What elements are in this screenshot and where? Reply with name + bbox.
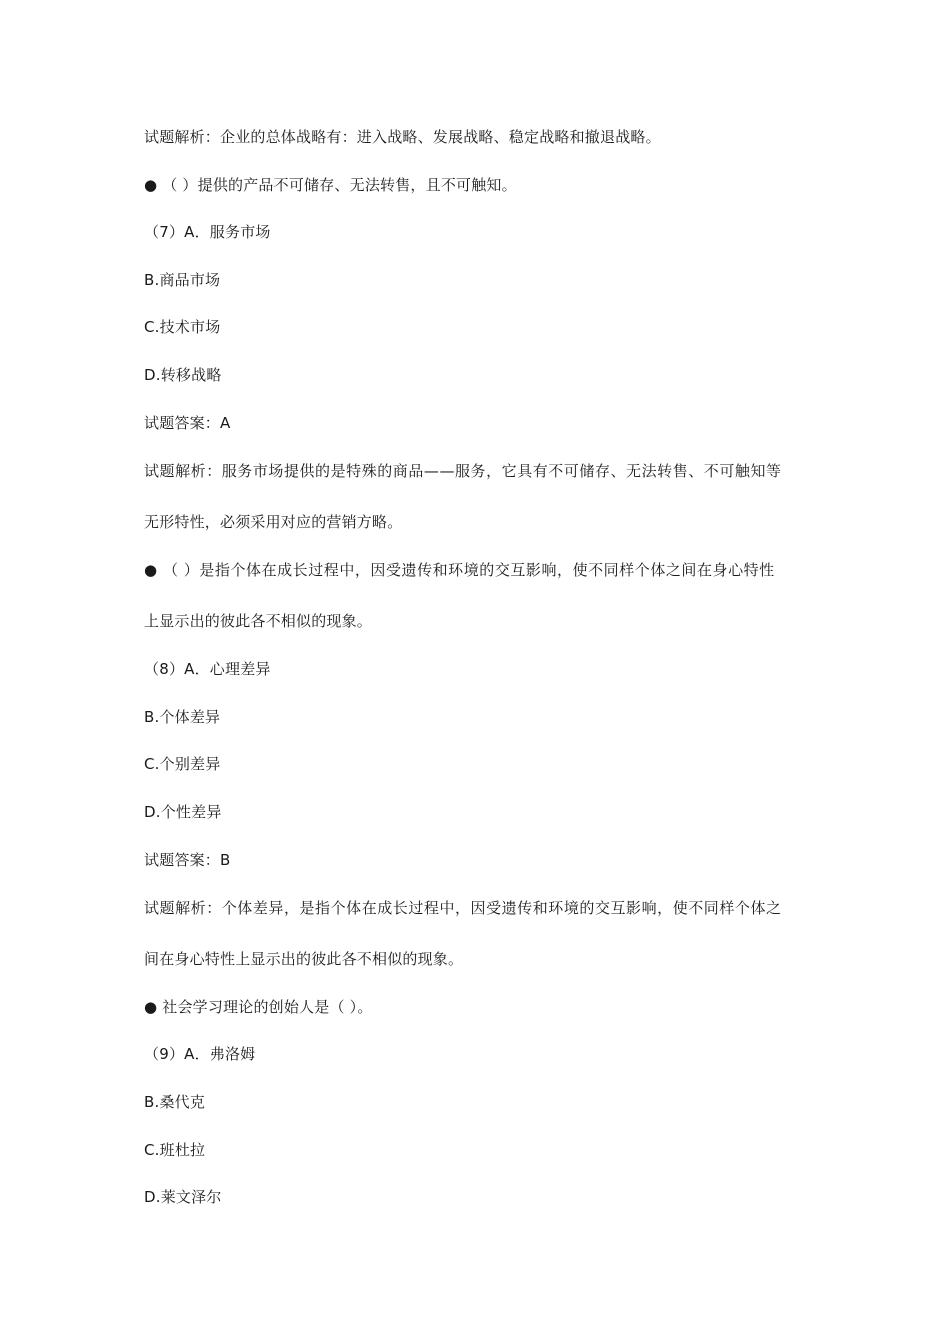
- q7-option-a: （7）A．服务市场: [144, 223, 271, 241]
- q7-analysis-text-line-1: 试题解析：服务市场提供的是特殊的商品——服务，它具有不可储存、无法转售、不可触知等: [144, 462, 782, 480]
- q8-option-c: C.个别差异: [144, 755, 221, 773]
- q9-option-c: C.班杜拉: [144, 1141, 206, 1159]
- q8-question-text-line-2: 上显示出的彼此各不相似的现象。: [144, 612, 373, 630]
- q8-option-a: （8）A．心理差异: [144, 660, 271, 678]
- q8-analysis-text-line-1: 试题解析：个体差异，是指个体在成长过程中，因受遗传和环境的交互影响，使不同样个体之: [144, 899, 782, 917]
- q8-option-b: B.个体差异: [144, 708, 221, 726]
- q8-option-d: D.个性差异: [144, 803, 222, 821]
- q9-option-b: B.桑代克: [144, 1093, 206, 1111]
- q7-option-d: D.转移战略: [144, 366, 222, 384]
- q7-analysis-text-line-2: 无形特性，必须采用对应的营销方略。: [144, 513, 403, 531]
- q9-option-a: （9）A．弗洛姆: [144, 1045, 256, 1063]
- q9-option-d: D.莱文泽尔: [144, 1188, 222, 1206]
- q7-answer-text: 试题答案：A: [144, 414, 231, 432]
- q8-question-text-line-1: ● （ ）是指个体在成长过程中，因受遗传和环境的交互影响，使不同样个体之间在身心特性: [144, 561, 775, 579]
- q8-analysis-text-line-2: 间在身心特性上显示出的彼此各不相似的现象。: [144, 950, 464, 968]
- q7-option-b: B.商品市场: [144, 271, 221, 289]
- q8-answer-text: 试题答案：B: [144, 851, 231, 869]
- q7-question-text: ● （ ）提供的产品不可储存、无法转售，且不可触知。: [144, 176, 517, 194]
- q7-option-c: C.技术市场: [144, 318, 221, 336]
- q6-analysis-text: 试题解析：企业的总体战略有：进入战略、发展战略、稳定战略和撤退战略。: [144, 128, 661, 146]
- q9-question-text: ● 社会学习理论的创始人是（ ）。: [144, 998, 373, 1016]
